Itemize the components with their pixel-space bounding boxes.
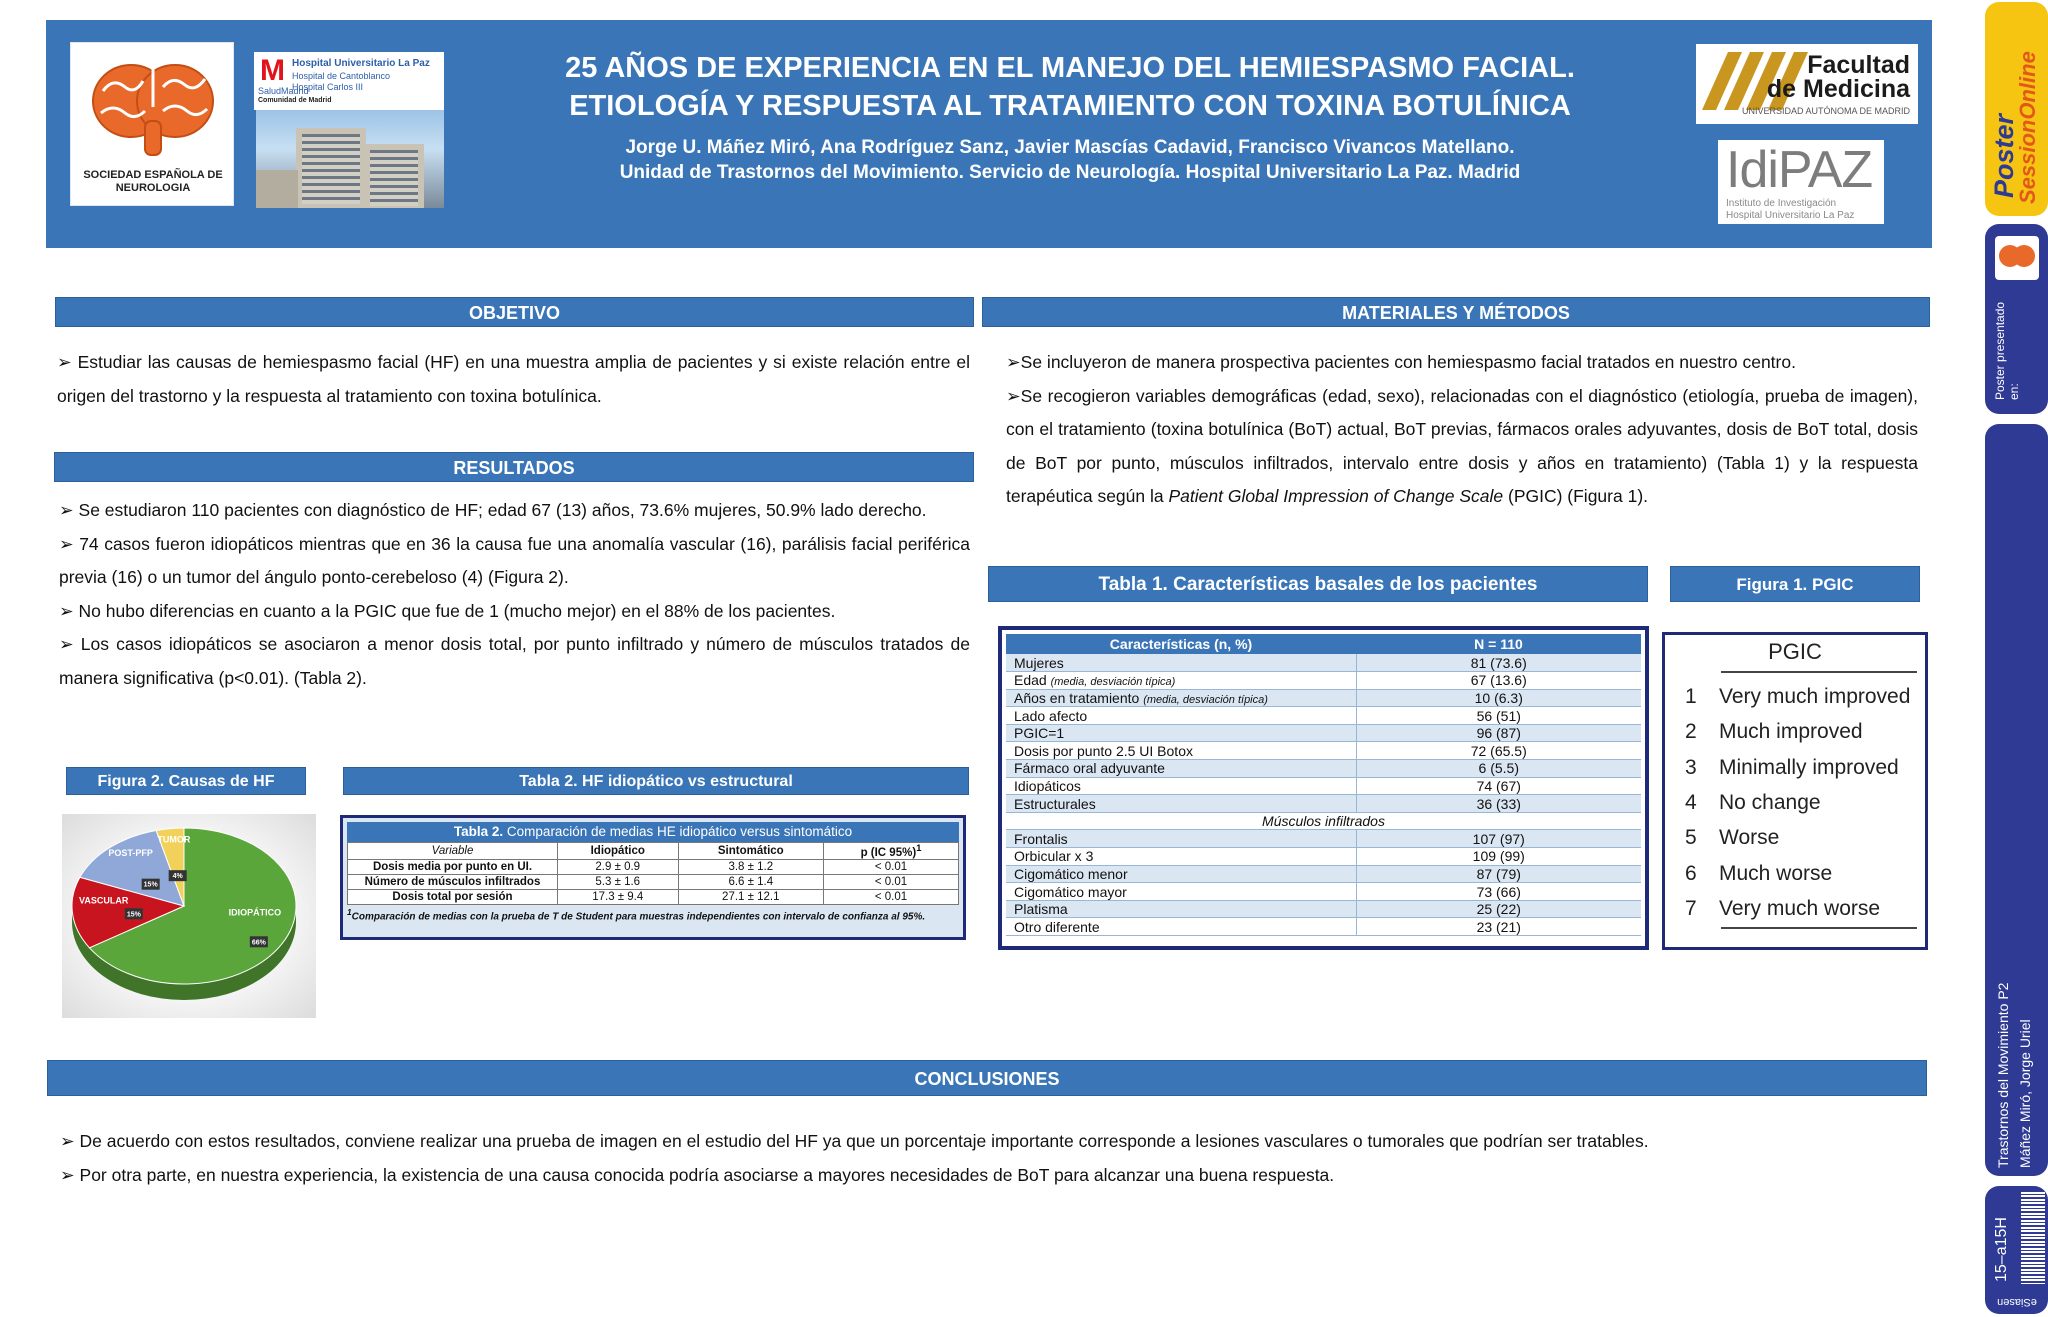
resultados-header: RESULTADOS: [54, 452, 974, 482]
tabla2-col-header-sup: 1: [916, 843, 922, 854]
facultad-logo-line1: Facultad: [1807, 51, 1910, 79]
tabla1-cell-value: 72 (65.5): [1356, 742, 1641, 760]
tabla1-label: Fármaco oral adyuvante: [1014, 760, 1165, 777]
figura2-pie-chart: [62, 814, 316, 1018]
pgic-item-text: Minimally improved: [1719, 755, 1899, 779]
tabla2-caption-text: Comparación de medias HE idiopático versus sintomático: [503, 824, 853, 839]
tabla1-label-note: (media, desviación típica): [1143, 693, 1268, 706]
facultad-logo-line2: de Medicina: [1766, 75, 1910, 103]
tabla2-caption: [347, 822, 959, 842]
resultados-list: [59, 494, 970, 696]
brain-mini-icon: [1995, 236, 2039, 280]
resultados-item: ➢ Los casos idiopáticos se asociaron a menor dosis total, por punto infiltrado y número de músculos tratados de manera significativa (p<0.01). (Tabla 2).: [59, 634, 970, 688]
tabla1-label-note: (media, desviación típica): [1050, 676, 1176, 689]
tabla1-label: Edad: [1014, 672, 1047, 689]
tabla1-cell-label: [1006, 654, 1356, 672]
tabla2-col-header-text: p (IC 95%): [860, 846, 917, 859]
poster-affiliation: Unidad de Trastornos del Movimiento. Servicio de Neurología. Hospital Universitario La Paz. Madrid: [619, 162, 1521, 183]
tabla1-cell-value: 109 (99): [1356, 848, 1641, 866]
tabla1-cell-label: [1006, 724, 1356, 742]
pie-label: TUMOR: [157, 834, 191, 845]
conclusiones-item: ➢ De acuerdo con estos resultados, conviene realizar una prueba de imagen en el estudio del HF ya que un porcentaje importante corresponde a lesiones vasculares o tumorales que podrían ser tratables.: [60, 1131, 1649, 1151]
table-row: [1006, 812, 1641, 830]
hospital-la-paz-logo: [254, 52, 444, 110]
pgic-item: [1685, 756, 1899, 780]
sidebar-footer: eSiasen: [1997, 1296, 2037, 1308]
tabla1-cell-value: 56 (51): [1356, 707, 1641, 725]
tabla2-header: Tabla 2. HF idiopático vs estructural: [343, 767, 969, 795]
tabla2-col-header: Idiopático: [558, 843, 679, 860]
tabla1-cell-label: [1006, 742, 1356, 760]
tabla1-cell-label: Platisma: [1006, 900, 1356, 918]
pie-chart-svg: [62, 814, 316, 1018]
tabla1-header: Tabla 1. Características basales de los pacientes: [988, 566, 1648, 602]
hospital-logo-line1: Hospital Universitario La Paz: [292, 58, 430, 69]
tabla2-caption-label: Tabla 2.: [453, 824, 504, 839]
pie-label: IDIOPÁTICO: [228, 907, 282, 918]
comunidad-madrid-text: Comunidad de Madrid: [258, 97, 332, 104]
hospital-logo-mark: M: [260, 54, 285, 87]
tabla1: [998, 626, 1649, 950]
figura2-header: Figura 2. Causas de HF: [66, 767, 306, 795]
pie-value-label: 4%: [172, 873, 183, 881]
tabla1-cell-value: 25 (22): [1356, 900, 1641, 918]
tabla1-cell-label: Orbicular x 3: [1006, 848, 1356, 866]
tabla1-cell-value: 36 (33): [1356, 795, 1641, 813]
presentado-label: Poster presentado en:: [1993, 301, 2021, 400]
poster-title-line2: ETIOLOGÍA Y RESPUESTA AL TRATAMIENTO CON TOXINA BOTULÍNICA: [569, 90, 1571, 122]
pgic-item-text: Much improved: [1719, 720, 1863, 744]
materiales-text: ➢Se recogieron variables demográficas (edad, sexo), relacionadas con el diagnóstico (etiología, prueba de imagen), con el tratamiento (toxina botulínica (BoT) actual, BoT previas, fármacos orales adyuvantes, dosis de BoT total, dosis de BoT por punto, músculos infiltrados, intervalo entre dosis y años en tratamiento) (Tabla 1) y la respuesta terapéutica según la: [1006, 385, 1918, 507]
session-author: Máñez Miró, Jorge Uriel: [2017, 1019, 2033, 1168]
pgic-item-number: 5: [1685, 826, 1697, 850]
materiales-item: ➢Se incluyeron de manera prospectiva pacientes con hemiespasmo facial tratados en nuestro centro.: [1006, 352, 1796, 372]
resultados-item: ➢ No hubo diferencias en cuanto a la PGIC que fue de 1 (mucho mejor) en el 88% de los pacientes.: [59, 600, 836, 621]
tabla1-label: Lado afecto: [1014, 707, 1088, 724]
pie-label: POST-PFP: [108, 847, 153, 858]
figura1-header: Figura 1. PGIC: [1670, 566, 1920, 602]
table-row: [1006, 742, 1641, 760]
pgic-item-text: Very much worse: [1719, 896, 1881, 920]
tabla1-cell-label: Cigomático menor: [1006, 865, 1356, 883]
pgic-item-text: Much worse: [1719, 861, 1833, 885]
pgic-item-number: 3: [1685, 755, 1697, 779]
tabla1-cell-value: 96 (87): [1356, 724, 1641, 742]
table-row: [1006, 918, 1641, 936]
hospital-logo-line3: Hospital Carlos III: [292, 82, 364, 92]
conclusiones-list: [60, 1125, 1920, 1192]
pgic-item-number: 2: [1685, 720, 1697, 744]
pgic-item-number: 4: [1685, 790, 1697, 814]
tabla2-cell: < 0.01: [824, 889, 959, 904]
sen-logo-text: SOCIEDAD ESPAÑOLA DE NEUROLOGIA: [83, 169, 223, 194]
tabla1-cell-value: 67 (13.6): [1356, 672, 1641, 690]
pie-label: VASCULAR: [79, 895, 129, 906]
tabla1-cell-label: [1006, 672, 1356, 690]
pgic-top-line: [1721, 671, 1917, 673]
tabla2-footnote-text: Comparación de medias con la prueba de T de Student para muestras independientes con intervalo de confianza al 95%.: [351, 911, 926, 923]
poster-code-badge: [1985, 1186, 2048, 1314]
materiales-header: MATERIALES Y MÉTODOS: [982, 297, 1930, 327]
pgic-item: [1685, 862, 1832, 886]
pie-value-label: 15%: [143, 881, 158, 889]
sen-logo: [70, 42, 234, 206]
tabla1-cell-value: 23 (21): [1356, 918, 1641, 936]
pgic-scale: [1662, 632, 1928, 950]
pgic-scale-name: Patient Global Impression of Change Scale: [1168, 486, 1504, 507]
table-row: [1006, 654, 1641, 672]
tabla1-cell-label: [1006, 707, 1356, 725]
salud-madrid-text: SaludMadrid: [258, 86, 309, 96]
pie-value-label: 15%: [126, 911, 141, 919]
pgic-item-text: Worse: [1719, 826, 1780, 850]
table-row: [1006, 883, 1641, 901]
tabla1-col-header: Características (n, %): [1006, 634, 1356, 654]
poster-title-line1: 25 AÑOS DE EXPERIENCIA EN EL MANEJO DEL HEMIESPASMO FACIAL.: [565, 52, 1575, 84]
tabla2-cell: Dosis media por punto en UI.: [348, 859, 558, 874]
table-row: [1006, 848, 1641, 866]
presentado-badge: [1985, 224, 2048, 414]
tabla1-label: Dosis por punto 2.5 UI Botox: [1014, 742, 1193, 759]
resultados-item: ➢ Se estudiaron 110 pacientes con diagnóstico de HF; edad 67 (13) años, 73.6% mujeres, 50.9% lado derecho.: [59, 500, 927, 520]
tabla1-cell-value: 73 (66): [1356, 883, 1641, 901]
tabla2-cell: Dosis total por sesión: [348, 889, 558, 904]
brain-icon: [83, 51, 223, 169]
tabla1-label: Años en tratamiento: [1014, 689, 1140, 706]
table-row: [1006, 724, 1641, 742]
tabla1-cell-value: 10 (6.3): [1356, 689, 1641, 707]
tabla1-cell-label: Cigomático mayor: [1006, 883, 1356, 901]
table-row: [1006, 830, 1641, 848]
table-row: [1006, 777, 1641, 795]
tabla1-grid: [1006, 634, 1641, 936]
idipaz-logo-mark: IdiPAZ: [1726, 141, 1873, 199]
session-info-badge: [1985, 424, 2048, 1176]
tabla2-cell: 6.6 ± 1.4: [678, 874, 824, 889]
materiales-list: [1006, 346, 1918, 514]
tabla2-grid: [347, 842, 959, 905]
table-row: [1006, 900, 1641, 918]
tabla2-cell: 17.3 ± 9.4: [558, 889, 679, 904]
pgic-item: [1685, 791, 1821, 815]
tabla2-cell: 2.9 ± 0.9: [558, 859, 679, 874]
tabla1-cell-value: 107 (97): [1356, 830, 1641, 848]
objetivo-header: OBJETIVO: [55, 297, 974, 327]
table-row: [348, 889, 959, 904]
poster-session-label: Poster: [1989, 113, 2019, 198]
tabla2-col-header: [824, 843, 959, 860]
tabla2-cell: < 0.01: [824, 874, 959, 889]
pgic-bottom-line: [1721, 927, 1917, 929]
tabla2-cell: 27.1 ± 12.1: [678, 889, 824, 904]
pgic-item: [1685, 897, 1880, 921]
poster-code: 15–a15H: [1993, 1217, 2010, 1282]
pgic-item: [1685, 685, 1910, 709]
session-online-label: SessionOnline: [2015, 51, 2040, 204]
pgic-item: [1685, 826, 1779, 850]
tabla1-cell-value: 74 (67): [1356, 777, 1641, 795]
facultad-logo-line3: UNIVERSIDAD AUTÓNOMA DE MADRID: [1741, 106, 1910, 116]
table-row: [1006, 795, 1641, 813]
tabla1-cell-label: [1006, 760, 1356, 778]
tabla2-col-header: Sintomático: [678, 843, 824, 860]
tabla1-label: Estructurales: [1014, 795, 1096, 812]
hospital-photo: [256, 110, 444, 208]
tabla2-footnote: [347, 905, 959, 922]
tabla1-label: PGIC=1: [1014, 725, 1065, 742]
tabla1-label: Idiopáticos: [1014, 777, 1081, 794]
poster-session-online-badge[interactable]: [1985, 2, 2048, 216]
table-row: [1006, 707, 1641, 725]
pgic-item-text: Very much improved: [1719, 685, 1911, 708]
tabla1-cell-label: Frontalis: [1006, 830, 1356, 848]
poster-authors: Jorge U. Máñez Miró, Ana Rodríguez Sanz, Javier Mascías Cadavid, Francisco Vivancos Matellano.: [625, 137, 1515, 158]
tabla1-label: Mujeres: [1014, 654, 1064, 671]
tabla2-cell: < 0.01: [824, 859, 959, 874]
table-row: [1006, 865, 1641, 883]
hospital-logo-line2: Hospital de Cantoblanco: [292, 71, 391, 81]
pgic-item: [1685, 720, 1863, 744]
pgic-item-number: 1: [1685, 685, 1697, 708]
materiales-item: [1006, 380, 1918, 514]
tabla1-cell-label: [1006, 795, 1356, 813]
tabla2-cell: Número de músculos infiltrados: [348, 874, 558, 889]
tabla1-cell-value: 6 (5.5): [1356, 760, 1641, 778]
table-row: [1006, 689, 1641, 707]
tabla1-cell-value: 87 (79): [1356, 865, 1641, 883]
table-row: [348, 859, 959, 874]
barcode-icon: [2021, 1192, 2045, 1284]
pie-value-label: 66%: [251, 939, 266, 947]
facultad-medicina-logo: [1696, 44, 1918, 124]
pgic-title: PGIC: [1768, 639, 1822, 664]
tabla1-cell-value: 81 (73.6): [1356, 654, 1641, 672]
conclusiones-header: CONCLUSIONES: [47, 1060, 1927, 1096]
pgic-item-number: 6: [1685, 861, 1697, 885]
pgic-item-text: No change: [1719, 790, 1821, 814]
idipaz-logo: [1718, 140, 1884, 224]
objetivo-text: ➢ Estudiar las causas de hemiespasmo facial (HF) en una muestra amplia de pacientes y si existe relación entre el origen del trastorno y la respuesta al tratamiento con toxina botulínica.: [57, 352, 970, 406]
conclusiones-item: ➢ Por otra parte, en nuestra experiencia, la existencia de una causa conocida podría asociarse a mayores necesidades de BoT para alcanzar una buena respuesta.: [60, 1164, 1335, 1185]
tabla2-footnote-sup: 1: [347, 906, 352, 917]
tabla1-subheader: Músculos infiltrados: [1006, 812, 1641, 830]
table-row: [348, 874, 959, 889]
idipaz-logo-line2: Hospital Universitario La Paz: [1726, 210, 1855, 221]
materiales-text: (PGIC) (Figura 1).: [1503, 486, 1649, 507]
tabla2-col-header: Variable: [348, 843, 558, 860]
table-row: [1006, 672, 1641, 690]
tabla2-cell: 3.8 ± 1.2: [678, 859, 824, 874]
tabla2: [340, 815, 966, 940]
session-name: Trastornos del Movimiento P2: [1995, 982, 2011, 1168]
tabla2-cell: 5.3 ± 1.6: [558, 874, 679, 889]
resultados-item: ➢ 74 casos fueron idiopáticos mientras que en 36 la causa fue una anomalía vascular (16), parálisis facial periférica previa (16) o un tumor del ángulo ponto-cerebeloso (4) (Figura 2).: [59, 533, 970, 588]
idipaz-logo-line1: Instituto de Investigación: [1726, 198, 1837, 209]
tabla1-col-header: N = 110: [1356, 634, 1641, 654]
tabla1-cell-label: [1006, 689, 1356, 707]
tabla1-cell-label: Otro diferente: [1006, 918, 1356, 936]
sen-mini-logo: [1995, 236, 2039, 280]
pgic-item-number: 7: [1685, 896, 1697, 920]
tabla1-cell-label: [1006, 777, 1356, 795]
table-row: [1006, 760, 1641, 778]
